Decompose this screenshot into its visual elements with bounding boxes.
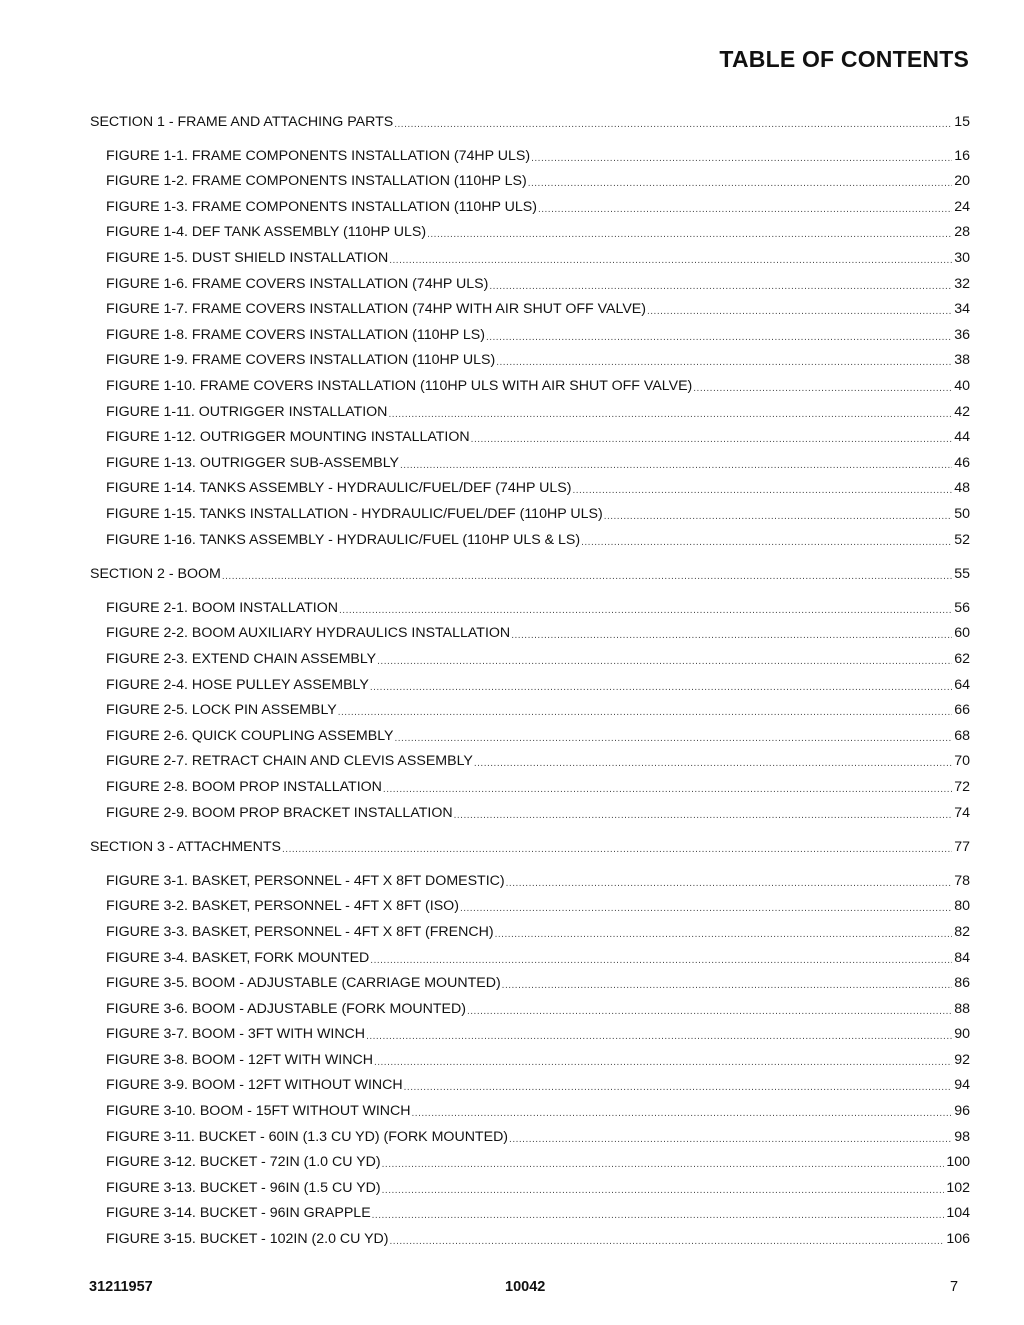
section-spacer: [90, 583, 970, 592]
toc-figure-entry[interactable]: [90, 1094, 970, 1120]
figure-title: FIGURE 2-1. BOOM INSTALLATION: [106, 599, 339, 616]
dot-leader: [390, 1236, 945, 1248]
page-reference: 20: [954, 173, 970, 190]
page-reference: 86: [954, 975, 970, 992]
page-reference: 64: [954, 676, 970, 693]
toc-figure-entry[interactable]: [90, 267, 970, 293]
section-title: SECTION 2 - BOOM: [90, 565, 221, 582]
figure-title: FIGURE 1-6. FRAME COVERS INSTALLATION (74HP ULS): [106, 275, 489, 292]
dot-leader: [382, 1185, 945, 1197]
dot-leader: [388, 409, 952, 421]
section-spacer: [90, 822, 970, 831]
page-reference: 102: [946, 1179, 970, 1196]
dot-leader: [474, 758, 952, 770]
page-reference: 100: [946, 1154, 970, 1171]
dot-leader: [471, 434, 953, 446]
page-reference: 24: [954, 198, 970, 215]
figure-title: FIGURE 2-3. EXTEND CHAIN ASSEMBLY: [106, 650, 377, 667]
figure-title: FIGURE 1-16. TANKS ASSEMBLY - HYDRAULIC/FUEL (110HP ULS & LS): [106, 531, 581, 548]
toc-section-entry[interactable]: [90, 557, 970, 583]
page-reference: 104: [946, 1205, 970, 1222]
figure-title: FIGURE 3-5. BOOM - ADJUSTABLE (CARRIAGE MOUNTED): [106, 975, 501, 992]
toc-section-entry[interactable]: [90, 830, 970, 856]
figure-title: FIGURE 2-9. BOOM PROP BRACKET INSTALLATION: [106, 804, 453, 821]
figure-title: FIGURE 3-9. BOOM - 12FT WITHOUT WINCH: [106, 1077, 403, 1094]
dot-leader: [502, 980, 953, 992]
figure-title: FIGURE 3-1. BASKET, PERSONNEL - 4FT X 8FT DOMESTIC): [106, 872, 505, 889]
toc-figure-entry[interactable]: [90, 497, 970, 523]
page-title: TABLE OF CONTENTS: [719, 46, 969, 72]
toc-figure-entry[interactable]: [90, 369, 970, 395]
page-reference: 82: [954, 923, 970, 940]
footer-part-number: 31211957: [89, 1279, 153, 1295]
page-reference: 84: [954, 949, 970, 966]
dot-leader: [489, 281, 952, 293]
dot-leader: [531, 153, 952, 165]
dot-leader: [383, 784, 952, 796]
toc-figure-entry[interactable]: [90, 1069, 970, 1095]
figure-title: FIGURE 3-3. BASKET, PERSONNEL - 4FT X 8FT (FRENCH): [106, 923, 494, 940]
dot-leader: [538, 204, 952, 216]
figure-title: FIGURE 2-5. LOCK PIN ASSEMBLY: [106, 702, 337, 719]
dot-leader: [467, 1006, 952, 1018]
figure-title: FIGURE 1-3. FRAME COMPONENTS INSTALLATION (110HP ULS): [106, 198, 537, 215]
page-reference: 52: [954, 531, 970, 548]
page-reference: 90: [954, 1026, 970, 1043]
figure-title: FIGURE 1-10. FRAME COVERS INSTALLATION (110HP ULS WITH AIR SHUT OFF VALVE): [106, 378, 693, 395]
page-reference: 70: [954, 753, 970, 770]
figure-title: FIGURE 1-1. FRAME COMPONENTS INSTALLATION (74HP ULS): [106, 147, 531, 164]
toc-figure-entry[interactable]: [90, 1197, 970, 1223]
figure-title: FIGURE 3-7. BOOM - 3FT WITH WINCH: [106, 1026, 366, 1043]
page-reference: 55: [954, 565, 970, 582]
toc-figure-entry[interactable]: [90, 915, 970, 941]
figure-title: FIGURE 3-15. BUCKET - 102IN (2.0 CU YD): [106, 1231, 389, 1248]
toc-figure-entry[interactable]: [90, 642, 970, 668]
toc-figure-entry[interactable]: [90, 523, 970, 549]
page-reference: 60: [954, 625, 970, 642]
toc-figure-entry[interactable]: [90, 1222, 970, 1248]
toc-figure-entry[interactable]: [90, 745, 970, 771]
figure-title: FIGURE 1-5. DUST SHIELD INSTALLATION: [106, 250, 389, 267]
page-reference: 56: [954, 599, 970, 616]
page-reference: 50: [954, 506, 970, 522]
toc-figure-entry[interactable]: [90, 864, 970, 890]
table-of-contents: [90, 105, 970, 1248]
figure-title: FIGURE 3-12. BUCKET - 72IN (1.0 CU YD): [106, 1154, 381, 1171]
figure-title: FIGURE 1-12. OUTRIGGER MOUNTING INSTALLATION: [106, 429, 470, 446]
dot-leader: [338, 707, 952, 719]
toc-figure-entry[interactable]: [90, 967, 970, 993]
footer-page-number: 7: [950, 1279, 959, 1295]
dot-leader: [528, 178, 953, 190]
toc-figure-entry[interactable]: [90, 1171, 970, 1197]
figure-title: FIGURE 3-4. BASKET, FORK MOUNTED: [106, 949, 370, 966]
dot-leader: [572, 485, 952, 497]
section-title: SECTION 3 - ATTACHMENTS: [90, 838, 282, 855]
toc-figure-entry[interactable]: [90, 591, 970, 617]
dot-leader: [495, 929, 953, 941]
dot-leader: [382, 1159, 945, 1171]
page-reference: 36: [954, 326, 970, 343]
dot-leader: [370, 682, 952, 694]
figure-title: FIGURE 1-13. OUTRIGGER SUB-ASSEMBLY: [106, 454, 400, 471]
figure-title: FIGURE 3-11. BUCKET - 60IN (1.3 CU YD) (FORK MOUNTED): [106, 1128, 509, 1145]
toc-figure-entry[interactable]: [90, 165, 970, 191]
figure-title: FIGURE 1-8. FRAME COVERS INSTALLATION (110HP LS): [106, 326, 485, 343]
dot-leader: [460, 903, 952, 915]
section-title: SECTION 1 - FRAME AND ATTACHING PARTS: [90, 113, 394, 130]
dot-leader: [400, 460, 952, 472]
dot-leader: [370, 955, 952, 967]
figure-title: FIGURE 2-4. HOSE PULLEY ASSEMBLY: [106, 676, 369, 693]
page-reference: 77: [954, 838, 970, 855]
dot-leader: [395, 733, 953, 745]
figure-title: FIGURE 1-14. TANKS ASSEMBLY - HYDRAULIC/FUEL/DEF (74HP ULS): [106, 480, 572, 497]
toc-figure-entry[interactable]: [90, 719, 970, 745]
page-reference: 68: [954, 727, 970, 744]
figure-title: FIGURE 3-2. BASKET, PERSONNEL - 4FT X 8FT (ISO): [106, 898, 459, 915]
figure-title: FIGURE 3-8. BOOM - 12FT WITH WINCH: [106, 1051, 373, 1068]
toc-figure-entry[interactable]: [90, 941, 970, 967]
dot-leader: [454, 810, 953, 822]
dot-leader: [496, 357, 952, 369]
page-reference: 98: [954, 1128, 970, 1145]
figure-title: FIGURE 1-7. FRAME COVERS INSTALLATION (74HP WITH AIR SHUT OFF VALVE): [106, 301, 646, 318]
toc-figure-entry[interactable]: [90, 216, 970, 242]
figure-title: FIGURE 3-13. BUCKET - 96IN (1.5 CU YD): [106, 1179, 381, 1196]
toc-figure-entry[interactable]: [90, 318, 970, 344]
toc-figure-entry[interactable]: [90, 1018, 970, 1044]
page-reference: 34: [954, 301, 970, 318]
figure-title: FIGURE 3-14. BUCKET - 96IN GRAPPLE: [106, 1205, 371, 1222]
toc-figure-entry[interactable]: [90, 344, 970, 370]
page-reference: 106: [946, 1231, 970, 1248]
dot-leader: [366, 1031, 952, 1043]
page-reference: 80: [954, 898, 970, 915]
toc-figure-entry[interactable]: [90, 770, 970, 796]
dot-leader: [389, 255, 952, 267]
dot-leader: [404, 1082, 953, 1094]
dot-leader: [377, 656, 952, 668]
page-reference: 30: [954, 250, 970, 267]
section-spacer: [90, 131, 970, 140]
dot-leader: [282, 844, 952, 856]
dot-leader: [509, 1134, 952, 1146]
page-reference: 38: [954, 352, 970, 369]
figure-title: FIGURE 3-6. BOOM - ADJUSTABLE (FORK MOUNTED): [106, 1000, 466, 1017]
page-reference: 92: [954, 1051, 970, 1068]
page-reference: 88: [954, 1000, 970, 1017]
toc-figure-entry[interactable]: [90, 694, 970, 720]
toc-figure-entry[interactable]: [90, 890, 970, 916]
dot-leader: [412, 1108, 953, 1120]
section-spacer: [90, 549, 970, 558]
toc-figure-entry[interactable]: [90, 1120, 970, 1146]
dot-leader: [486, 332, 952, 344]
page-reference: 48: [954, 480, 970, 497]
dot-leader: [339, 605, 952, 617]
toc-figure-entry[interactable]: [90, 1043, 970, 1069]
toc-figure-entry[interactable]: [90, 617, 970, 643]
page-reference: 44: [954, 429, 970, 446]
dot-leader: [372, 1210, 945, 1222]
page-reference: 94: [954, 1077, 970, 1094]
toc-figure-entry[interactable]: [90, 472, 970, 498]
page-reference: 42: [954, 403, 970, 420]
dot-leader: [604, 511, 953, 523]
dot-leader: [427, 229, 952, 241]
figure-title: FIGURE 1-4. DEF TANK ASSEMBLY (110HP ULS): [106, 224, 427, 241]
toc-section-entry[interactable]: [90, 105, 970, 131]
dot-leader: [506, 878, 953, 890]
section-spacer: [90, 856, 970, 865]
dot-leader: [581, 537, 952, 549]
toc-figure-entry[interactable]: [90, 241, 970, 267]
page-reference: 46: [954, 454, 970, 471]
page-reference: 72: [954, 778, 970, 795]
toc-figure-entry[interactable]: [90, 190, 970, 216]
dot-leader: [511, 630, 952, 642]
toc-figure-entry[interactable]: [90, 446, 970, 472]
page-reference: 78: [954, 872, 970, 889]
toc-figure-entry[interactable]: [90, 395, 970, 421]
page-reference: 74: [954, 804, 970, 821]
figure-title: FIGURE 1-2. FRAME COMPONENTS INSTALLATION (110HP LS): [106, 173, 527, 190]
dot-leader: [394, 119, 952, 131]
page-reference: 96: [954, 1103, 970, 1120]
page-reference: 15: [954, 113, 970, 130]
toc-figure-entry[interactable]: [90, 992, 970, 1018]
page-reference: 32: [954, 275, 970, 292]
figure-title: FIGURE 1-15. TANKS INSTALLATION - HYDRAULIC/FUEL/DEF (110HP ULS): [106, 506, 603, 522]
figure-title: FIGURE 3-10. BOOM - 15FT WITHOUT WINCH: [106, 1103, 411, 1120]
page-reference: 16: [954, 147, 970, 164]
dot-leader: [222, 571, 952, 583]
figure-title: FIGURE 2-7. RETRACT CHAIN AND CLEVIS ASSEMBLY: [106, 753, 473, 770]
footer-code: 10042: [505, 1279, 546, 1295]
toc-figure-entry[interactable]: [90, 293, 970, 319]
dot-leader: [374, 1057, 952, 1069]
page-reference: 62: [954, 650, 970, 667]
figure-title: FIGURE 1-11. OUTRIGGER INSTALLATION: [106, 403, 388, 420]
figure-title: FIGURE 2-6. QUICK COUPLING ASSEMBLY: [106, 727, 394, 744]
toc-figure-entry[interactable]: [90, 796, 970, 822]
page-reference: 28: [954, 224, 970, 241]
dot-leader: [693, 383, 952, 395]
dot-leader: [647, 306, 952, 318]
figure-title: FIGURE 1-9. FRAME COVERS INSTALLATION (110HP ULS): [106, 352, 496, 369]
toc-figure-entry[interactable]: [90, 421, 970, 447]
page-reference: 40: [954, 378, 970, 395]
figure-title: FIGURE 2-2. BOOM AUXILIARY HYDRAULICS INSTALLATION: [106, 625, 511, 642]
figure-title: FIGURE 2-8. BOOM PROP INSTALLATION: [106, 778, 382, 795]
toc-figure-entry[interactable]: [90, 1146, 970, 1172]
page-reference: 66: [954, 702, 970, 719]
toc-figure-entry[interactable]: [90, 668, 970, 694]
toc-figure-entry[interactable]: [90, 139, 970, 165]
